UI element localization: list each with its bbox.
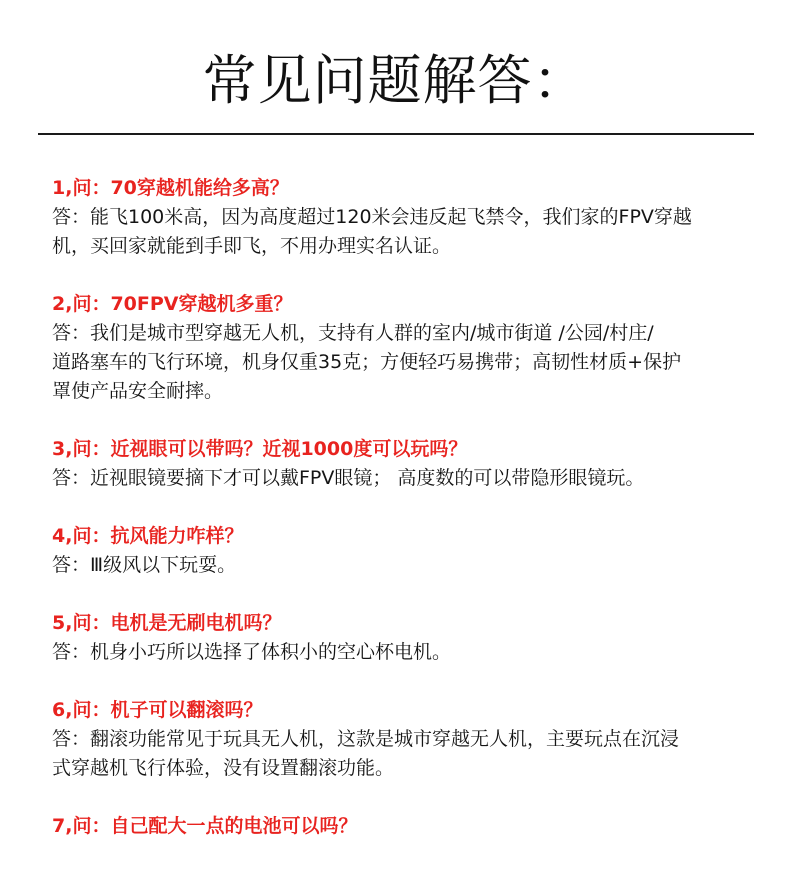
faq-question: 7,问：自己配大一点的电池可以吗？: [52, 815, 358, 837]
faq-item-7: [52, 812, 752, 841]
faq-question: 5,问：电机是无刷电机吗？: [52, 612, 282, 634]
page-title: 常见问题解答：: [202, 49, 588, 112]
faq-list: [52, 174, 752, 870]
faq-answer: 答：能飞100米高，因为高度超过120米会违反起飞禁令，我们家的FPV穿越 机，买回家就能到手即飞，不用办理实名认证。: [52, 206, 692, 257]
faq-item-1: [52, 174, 752, 261]
faq-question: 4,问：抗风能力咋样？: [52, 525, 244, 547]
title-divider: [38, 133, 754, 135]
faq-item-2: [52, 290, 752, 406]
faq-question: 2,问：70FPV穿越机多重？: [52, 293, 293, 315]
faq-item-5: [52, 609, 752, 667]
faq-question: 3,问：近视眼可以带吗？近视1000度可以玩吗？: [52, 438, 468, 460]
faq-answer: 答：翻滚功能常见于玩具无人机，这款是城市穿越无人机，主要玩点在沉浸 式穿越机飞行体验，没有设置翻滚功能。: [52, 728, 680, 779]
faq-question: 6,问：机子可以翻滚吗？: [52, 699, 263, 721]
faq-item-4: [52, 522, 752, 580]
faq-answer: 答：我们是城市型穿越无人机，支持有人群的室内/城市街道 /公园/村庄/ 道路塞车的飞行环境，机身仅重35克；方便轻巧易携带；高韧性材质+保护 罩使产品安全耐摔。: [52, 322, 682, 402]
faq-item-3: [52, 435, 752, 493]
faq-item-6: [52, 696, 752, 783]
faq-answer: 答：Ⅲ级风以下玩耍。: [52, 554, 237, 576]
faq-question: 1,问：70穿越机能给多高？: [52, 177, 289, 199]
faq-answer: 答：近视眼镜要摘下才可以戴FPV眼镜； 高度数的可以带隐形眼镜玩。: [52, 467, 645, 489]
faq-answer: 答：机身小巧所以选择了体积小的空心杯电机。: [52, 641, 452, 663]
